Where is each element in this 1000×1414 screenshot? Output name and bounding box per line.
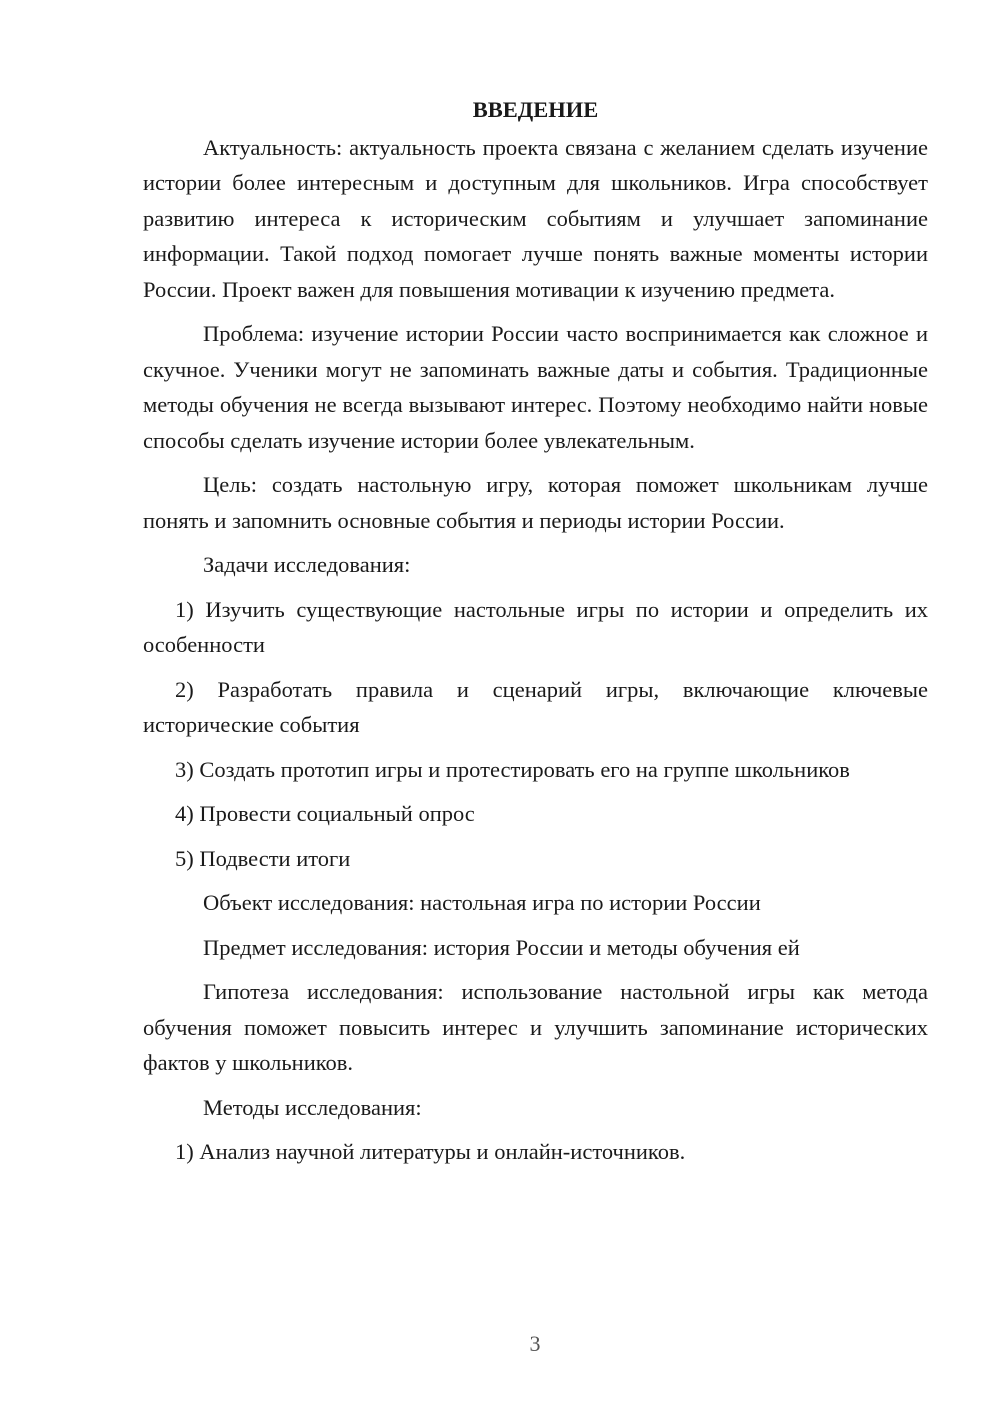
method-item-1: 1) Анализ научной литературы и онлайн-источников. <box>175 1139 686 1164</box>
page-content <box>143 92 928 1179</box>
methods-heading: Методы исследования: <box>203 1094 422 1120</box>
task-item-3: 3) Создать прототип игры и протестировать его на группе школьников <box>175 756 850 782</box>
hypothesis-paragraph: Гипотеза исследования: использование настольной игры как метода обучения поможет повысить интерес и улучшить запоминание исторических фактов у школьников. <box>143 979 928 1075</box>
research-object: Объект исследования: настольная игра по истории России <box>203 890 761 915</box>
page-title: ВВЕДЕНИЕ <box>472 97 599 122</box>
problem-paragraph: Проблема: изучение истории России часто воспринимается как сложное и скучное. Ученики могут не запоминать важные даты и события. Традиционные методы обучения не всегда вызывают интерес. Поэтому необходимо найти новые способы сделать изучение истории более увлекательным. <box>143 321 928 453</box>
task-item-2: 2) Разработать правила и сценарий игры, включающие ключевые исторические события <box>143 676 928 737</box>
page-number: 3 <box>529 1331 541 1356</box>
task-item-1: 1) Изучить существующие настольные игры по истории и определить их особенности <box>143 596 928 657</box>
task-item-4: 4) Провести социальный опрос <box>175 801 475 826</box>
goal-paragraph: Цель: создать настольную игру, которая поможет школьникам лучше понять и запомнить основные события и периоды истории России. <box>143 472 928 533</box>
task-item-5: 5) Подвести итоги <box>175 845 351 871</box>
tasks-heading: Задачи исследования: <box>203 552 411 577</box>
research-subject: Предмет исследования: история России и методы обучения ей <box>203 934 800 960</box>
relevance-paragraph: Актуальность: актуальность проекта связана с желанием сделать изучение истории более интересным и доступным для школьников. Игра способствует развитию интереса к историческим событиям и улучшает запоминание информации. Такой подход помогает лучше понять важные моменты истории России. Проект важен для повышения мотивации к изучению предмета. <box>143 134 928 302</box>
